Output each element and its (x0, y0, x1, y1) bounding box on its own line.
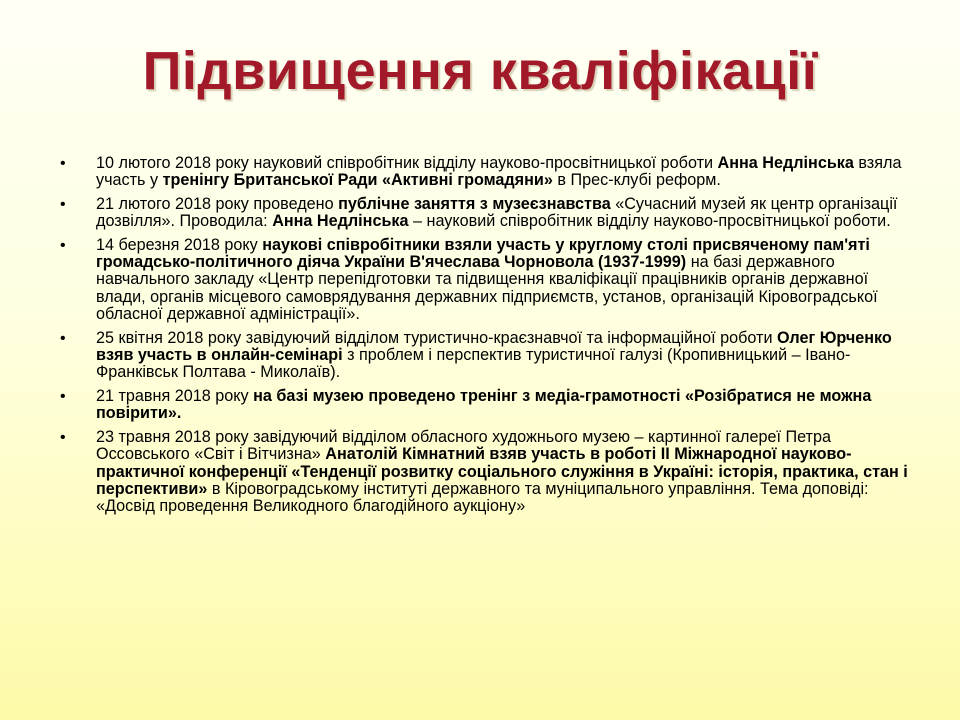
bullet-icon: • (60, 387, 66, 405)
text-segment: в Кіровоградському інституті державного та муніципального управління. Тема доповіді: «Досвід проведення Великодного благодійного аукціону» (96, 479, 869, 516)
bullet-icon: • (60, 428, 66, 446)
text-segment: 21 травня 2018 року (96, 386, 254, 405)
text-segment: на базі державного навчального закладу «Центр перепідготовки та підвищення кваліфікації працівників органів державної влади, органів місцевого самоврядування державних підприємств, установ, організацій Кіровоградської обласної державної адміністрації». (96, 253, 878, 324)
text-segment: 10 лютого 2018 року науковий співробітник відділу науково-просвітницької роботи (96, 154, 718, 172)
text-segment: 23 травня 2018 року завідуючий відділом обласного художнього музею – картинної галереї Петра Оссовського «Світ і Вітчизна» (96, 427, 831, 464)
bold-text-segment: Анна Недлінська (717, 154, 854, 172)
bullet-icon: • (60, 329, 66, 347)
bullet-icon: • (60, 195, 66, 213)
bullet-icon: • (60, 236, 66, 254)
slide-title: Підвищення кваліфікації (142, 41, 818, 101)
bold-text-segment: Олег Юрченко взяв участь в онлайн-семінарі (96, 328, 892, 365)
bold-text-segment: Анатолій Кімнатний взяв участь в роботі ІІ Міжнародної науково-практичної конференції «Тенденції розвитку соціального служіння в Україні: історія, практика, стан і перспективи» (96, 445, 908, 498)
bullet-item (60, 237, 910, 324)
bullet-item (60, 388, 910, 423)
bold-text-segment: тренінгу Британської Ради «Активні громадяни» (162, 171, 553, 190)
bullet-item (60, 330, 910, 382)
bold-text-segment: на базі музею проведено тренінг з медіа-грамотності «Розібратися не можна повірити». (96, 386, 872, 423)
bold-text-segment: публічне заняття з музеєзнавства (338, 194, 611, 213)
bold-text-segment: Анна Недлінська (272, 212, 409, 231)
text-segment: – науковий співробітник відділу науково-просвітницької роботи. (408, 212, 891, 231)
bullet-item (60, 429, 910, 516)
text-segment: з проблем і перспектив туристичної галузі (Кропивницький – Івано-Франківськ Полтава - Миколаїв). (96, 346, 851, 382)
text-segment: 25 квітня 2018 року завідуючий відділом туристично-краєзнавчої та інформаційної роботи (96, 328, 777, 347)
text-segment: в Прес-клубі реформ. (552, 171, 721, 190)
bullet-icon: • (60, 155, 66, 172)
bullet-item (60, 196, 910, 231)
text-segment: 14 березня 2018 року (96, 235, 263, 254)
text-segment: 21 лютого 2018 року проведено (96, 194, 339, 213)
text-segment: «Сучасний музей як центр організації дозвілля». Проводила: (96, 194, 898, 231)
bold-text-segment: наукові співробітники взяли участь у круглому столі присвяченому пам'яті громадсько-політичного діяча України В'ячеслава Чорновола (1937-1999) (96, 235, 870, 272)
text-segment: взяла участь у (96, 154, 902, 190)
bullet-list (60, 155, 910, 522)
bullet-item (60, 155, 910, 190)
